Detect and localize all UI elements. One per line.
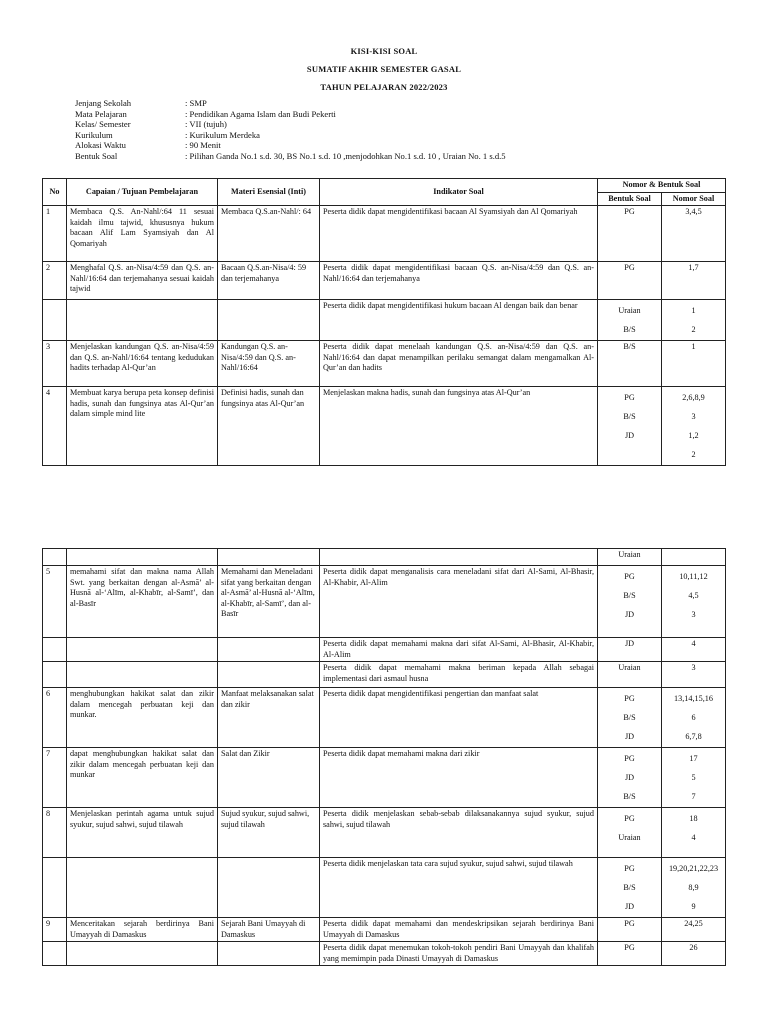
cell-nomor-line: 13,14,15,16 (674, 694, 713, 703)
cell-indikator (320, 300, 598, 341)
cell-materi-line: Membaca Q.S.an-Nahl/: 64 (221, 207, 312, 216)
cell-nomor-line: 2 (691, 450, 696, 459)
cell-no-line: 2 (46, 263, 51, 272)
cell-indikator-line: Peserta didik dapat memahami makna dari zikir (323, 749, 480, 758)
cell-materi (218, 858, 320, 918)
cell-indikator (320, 638, 598, 662)
cell-no-line: 6 (46, 689, 51, 698)
cell-capaian (67, 300, 218, 341)
cell-bentuk-line: PG (624, 207, 635, 216)
table-row (43, 387, 726, 466)
table-row (43, 262, 726, 300)
cell-indikator-line: Peserta didik menjelaskan tata cara sujud syukur, sujud sahwi, sujud tilawah (323, 859, 573, 868)
cell-nomor-line: 5 (691, 773, 696, 782)
cell-nomor (662, 341, 726, 387)
cell-materi-line: Sejarah Bani Umayyah di Damaskus (221, 919, 306, 939)
table-row (43, 748, 726, 808)
cell-indikator (320, 688, 598, 748)
cell-nomor-line: 26 (689, 943, 698, 952)
cell-materi (218, 918, 320, 942)
cell-capaian-line: Menjelaskan kandungan Q.S. an-Nisa/4:59 dan Q.S. an-Nahl/16:64 tentang kedudukan hadits terhadap Al-Qur’an (70, 342, 214, 372)
meta-value: : VII (tujuh) (185, 119, 227, 129)
cell-materi (218, 566, 320, 638)
cell-bentuk (598, 638, 662, 662)
kisi-table-page2 (42, 548, 726, 966)
cell-no (43, 549, 67, 566)
cell-indikator (320, 566, 598, 638)
cell-nomor (662, 262, 726, 300)
cell-indikator (320, 262, 598, 300)
cell-no-line: 3 (46, 342, 51, 351)
cell-capaian (67, 918, 218, 942)
cell-nomor (662, 918, 726, 942)
meta-label: Kelas/ Semester (75, 119, 131, 129)
meta-row (75, 119, 506, 130)
cell-materi (218, 638, 320, 662)
cell-no (43, 300, 67, 341)
cell-capaian (67, 808, 218, 858)
kisi-table-page1 (42, 178, 726, 466)
meta-value: : Pilihan Ganda No.1 s.d. 30, BS No.1 s.d. 10 ,menjodohkan No.1 s.d. 10 , Uraian No. 1 s.d.5 (185, 150, 506, 161)
cell-bentuk (598, 688, 662, 748)
cell-capaian (67, 387, 218, 466)
cell-bentuk-line: PG (624, 263, 635, 272)
cell-bentuk-line: B/S (623, 792, 636, 801)
cell-materi-line: Memahami dan Meneladani sifat yang berkaitan dengan al-Asmā’ al-Husnā al-‘Alīm, al-Khabīr, al-Samī’, dan al-Basīr (221, 567, 315, 618)
meta-value: : SMP (185, 98, 207, 108)
table1-body (43, 206, 726, 466)
cell-indikator (320, 387, 598, 466)
cell-materi-line: Kandungan Q.S. an-Nisa/4:59 dan Q.S. an-Nahl/16:64 (221, 342, 296, 372)
cell-nomor-line: 3,4,5 (685, 207, 702, 216)
cell-no (43, 387, 67, 466)
cell-bentuk (598, 942, 662, 966)
cell-indikator (320, 549, 598, 566)
cell-indikator (320, 748, 598, 808)
cell-indikator-line: Peserta didik dapat memahami dan mendeskripsikan sejarah berdirinya Bani Umayyah di Damaskus (323, 919, 594, 939)
cell-no (43, 206, 67, 262)
cell-no (43, 566, 67, 638)
cell-nomor-line: 1 (691, 342, 696, 351)
cell-nomor (662, 300, 726, 341)
cell-bentuk-line: JD (624, 610, 635, 619)
cell-materi (218, 300, 320, 341)
table2-body (43, 549, 726, 966)
cell-capaian (67, 341, 218, 387)
cell-capaian-line: Membaca Q.S. An-Nahl/:64 11 sesuai kaidah ilmu tajwid, khususnya hukum bacaan Alif Lam Syamsiyah dan Al Qomariyah (70, 207, 214, 248)
cell-no (43, 808, 67, 858)
cell-materi (218, 387, 320, 466)
cell-bentuk-line: PG (624, 919, 635, 928)
cell-indikator (320, 206, 598, 262)
cell-nomor-line: 4 (691, 833, 696, 842)
cell-nomor (662, 808, 726, 858)
cell-bentuk (598, 748, 662, 808)
cell-materi (218, 942, 320, 966)
cell-nomor-line: 8,9 (688, 883, 699, 892)
cell-bentuk (598, 387, 662, 466)
cell-no (43, 688, 67, 748)
meta-label: Jenjang Sekolah (75, 98, 132, 108)
cell-no (43, 341, 67, 387)
table-row (43, 688, 726, 748)
table-row (43, 300, 726, 341)
header-nomor: Nomor Soal (662, 192, 726, 206)
meta-label: Alokasi Waktu (75, 140, 126, 150)
header-materi: Materi Esensial (Inti) (218, 179, 320, 206)
table-row (43, 206, 726, 262)
cell-nomor-line: 3 (691, 412, 696, 421)
cell-no-line: 9 (46, 919, 51, 928)
cell-bentuk-line: JD (624, 639, 635, 648)
cell-nomor (662, 206, 726, 262)
cell-nomor-line: 6,7,8 (685, 732, 702, 741)
meta-value: : Pendidikan Agama Islam dan Budi Pekerti (185, 108, 336, 119)
cell-capaian (67, 662, 218, 688)
cell-bentuk (598, 549, 662, 566)
cell-capaian (67, 748, 218, 808)
cell-indikator (320, 858, 598, 918)
header-bentuk: Bentuk Soal (598, 192, 662, 206)
cell-capaian-line: dapat menghubungkan hakikat salat dan zikir dalam mencegah perbuatan keji dan munkar (70, 749, 214, 779)
cell-nomor-line: 1,2 (688, 431, 699, 440)
cell-indikator (320, 662, 598, 688)
cell-capaian-line: Menghafal Q.S. an-Nisa/4:59 dan Q.S. an-Nahl/16:64 dan terjemahanya sesuai kaidah tajwid (70, 263, 214, 293)
table-row (43, 918, 726, 942)
cell-bentuk (598, 300, 662, 341)
cell-materi (218, 688, 320, 748)
cell-nomor-line: 24,25 (684, 919, 703, 928)
cell-bentuk-line: B/S (623, 325, 636, 334)
cell-capaian-line: Membuat karya berupa peta konsep definisi hadis, sunah dan fungsinya atas Al-Qur’an dalam simple mind lite (70, 388, 214, 418)
cell-nomor-line: 1,7 (688, 263, 699, 272)
cell-bentuk-line: PG (624, 572, 635, 581)
cell-bentuk (598, 341, 662, 387)
cell-bentuk (598, 566, 662, 638)
cell-capaian (67, 858, 218, 918)
cell-indikator-line: Peserta didik dapat mengidentifikasi hukum bacaan Al dengan baik dan benar (323, 301, 578, 310)
cell-bentuk-line: PG (624, 943, 635, 952)
table-row (43, 808, 726, 858)
cell-nomor-line: 6 (691, 713, 696, 722)
cell-capaian (67, 206, 218, 262)
cell-nomor-line: 4,5 (688, 591, 699, 600)
cell-bentuk-line: JD (624, 431, 635, 440)
meta-row (75, 109, 506, 120)
cell-nomor (662, 662, 726, 688)
cell-materi-line: Definisi hadis, sunah dan fungsinya atas Al-Qur’an (221, 388, 305, 408)
cell-bentuk-line: Uraian (618, 663, 641, 672)
cell-bentuk (598, 858, 662, 918)
cell-capaian-line: menghubungkan hakikat salat dan zikir dalam mencegah perbuatan keji dan munkar. (70, 689, 214, 719)
cell-nomor-line: 19,20,21,22,23 (668, 864, 719, 873)
cell-bentuk (598, 662, 662, 688)
table-row (43, 942, 726, 966)
cell-bentuk-line: B/S (623, 713, 636, 722)
cell-materi-line: Bacaan Q.S.an-Nisa/4: 59 dan terjemahanya (221, 263, 307, 283)
cell-materi (218, 549, 320, 566)
cell-materi (218, 808, 320, 858)
cell-capaian (67, 638, 218, 662)
cell-nomor (662, 748, 726, 808)
cell-materi (218, 341, 320, 387)
meta-row (75, 130, 506, 141)
cell-nomor-line: 9 (691, 902, 696, 911)
meta-label: Mata Pelajaran (75, 108, 127, 119)
cell-nomor-line: 2 (691, 325, 696, 334)
cell-materi-line: Salat dan Zikir (221, 749, 270, 758)
cell-bentuk-line: JD (624, 732, 635, 741)
cell-nomor (662, 858, 726, 918)
meta-value: : Kurikulum Merdeka (185, 129, 260, 140)
cell-no (43, 918, 67, 942)
table-row (43, 638, 726, 662)
cell-indikator-line: Peserta didik dapat menganalisis cara meneladani sifat dari Al-Sami, Al-Bhasir, Al-Khabir, Al-Alim (323, 567, 594, 587)
cell-no (43, 942, 67, 966)
table-row (43, 858, 726, 918)
cell-no (43, 858, 67, 918)
cell-no-line: 8 (46, 809, 51, 818)
cell-nomor-line: 18 (689, 814, 698, 823)
cell-bentuk (598, 262, 662, 300)
cell-no (43, 748, 67, 808)
cell-capaian (67, 262, 218, 300)
table-row (43, 662, 726, 688)
cell-indikator (320, 942, 598, 966)
cell-no-line: 7 (46, 749, 51, 758)
cell-nomor-line: 3 (691, 610, 696, 619)
cell-nomor-line: 1 (691, 306, 696, 315)
cell-indikator-line: Peserta didik dapat menemukan tokoh-tokoh pendiri Bani Umayyah dan khalifah yang memimpin pada Dinasti Umayyah di Damaskus (323, 943, 594, 963)
cell-bentuk-line: JD (624, 773, 635, 782)
meta-label: Kurikulum (75, 129, 113, 140)
meta-row (75, 140, 506, 151)
cell-indikator-line: Peserta didik menjelaskan sebab-sebab dilaksanakannya sujud syukur, sujud sahwi, sujud tilawah (323, 809, 594, 829)
cell-bentuk-line: B/S (623, 342, 636, 351)
cell-capaian (67, 942, 218, 966)
cell-indikator (320, 918, 598, 942)
cell-nomor-line: 3 (691, 663, 696, 672)
cell-bentuk (598, 918, 662, 942)
cell-bentuk-line: PG (624, 754, 635, 763)
cell-nomor (662, 566, 726, 638)
cell-capaian (67, 566, 218, 638)
cell-no-line: 1 (46, 207, 51, 216)
cell-indikator-line: Menjelaskan makna hadis, sunah dan fungsinya atas Al-Qur’an (323, 388, 531, 397)
cell-indikator-line: Peserta didik dapat mengidentifikasi bacaan Al Syamsiyah dan Al Qomariyah (323, 207, 578, 216)
cell-bentuk-line: Uraian (618, 550, 641, 559)
cell-no (43, 262, 67, 300)
cell-nomor-line: 17 (689, 754, 698, 763)
table-row (43, 549, 726, 566)
cell-bentuk-line: PG (624, 864, 635, 873)
cell-indikator (320, 341, 598, 387)
cell-nomor (662, 387, 726, 466)
cell-nomor-line: 4 (691, 639, 696, 648)
cell-capaian (67, 549, 218, 566)
cell-no (43, 638, 67, 662)
cell-capaian-line: Menjelaskan perintah agama untuk sujud syukur, sujud sahwi, sujud tilawah (70, 809, 214, 829)
cell-bentuk-line: B/S (623, 883, 636, 892)
cell-bentuk-line: B/S (623, 591, 636, 600)
doc-meta (75, 98, 506, 161)
cell-nomor-line: 2,6,8,9 (682, 393, 705, 402)
cell-bentuk (598, 808, 662, 858)
cell-capaian-line: Menceritakan sejarah berdirinya Bani Umayyah di Damaskus (70, 919, 214, 939)
cell-capaian (67, 688, 218, 748)
cell-bentuk-line: PG (624, 393, 635, 402)
cell-indikator-line: Peserta didik dapat memahami makna dari sifat Al-Sami, Al-Bhasir, Al-Khabir, Al-Alim (323, 639, 594, 659)
meta-value: : 90 Menit (185, 140, 221, 150)
doc-title: KISI-KISI SOAL (350, 46, 418, 56)
cell-bentuk-line: Uraian (618, 306, 641, 315)
meta-label: Bentuk Soal (75, 150, 118, 161)
cell-bentuk-line: B/S (623, 412, 636, 421)
cell-indikator-line: Peserta didik dapat mengidentifikasi pengertian dan manfaat salat (323, 689, 539, 698)
cell-materi-line: Sujud syukur, sujud sahwi, sujud tilawah (221, 809, 310, 829)
header-nomor-bentuk: Nomor & Bentuk Soal (598, 179, 726, 193)
cell-materi (218, 662, 320, 688)
cell-bentuk (598, 206, 662, 262)
table-row (43, 341, 726, 387)
meta-row (75, 151, 506, 162)
header-no: No (43, 179, 67, 206)
doc-subtitle: SUMATIF AKHIR SEMESTER GASAL (306, 64, 462, 74)
header-indikator: Indikator Soal (320, 179, 598, 206)
cell-bentuk-line: PG (624, 814, 635, 823)
meta-row (75, 98, 506, 109)
cell-materi (218, 206, 320, 262)
cell-nomor-line: 10,11,12 (679, 572, 708, 581)
cell-bentuk-line: JD (624, 902, 635, 911)
cell-nomor (662, 549, 726, 566)
cell-no-line: 4 (46, 388, 51, 397)
cell-nomor (662, 638, 726, 662)
table-row (43, 566, 726, 638)
cell-materi (218, 748, 320, 808)
cell-bentuk-line: PG (624, 694, 635, 703)
cell-nomor (662, 688, 726, 748)
cell-indikator-line: Peserta didik dapat mengidentifikasi bacaan Q.S. an-Nisa/4:59 dan Q.S. an-Nahl/16:64 dan terjemahanya (323, 263, 594, 283)
cell-indikator-line: Peserta didik dapat memahami makna beriman kepada Allah sebagai implementasi dari asmaul husna (323, 663, 594, 683)
cell-indikator (320, 808, 598, 858)
cell-materi-line: Manfaat melaksanakan salat dan zikir (221, 689, 314, 709)
cell-no-line: 5 (46, 567, 51, 576)
cell-nomor (662, 942, 726, 966)
cell-no (43, 662, 67, 688)
doc-year: TAHUN PELAJARAN 2022/2023 (320, 82, 448, 92)
cell-bentuk-line: Uraian (618, 833, 641, 842)
cell-nomor-line: 7 (691, 792, 696, 801)
cell-materi (218, 262, 320, 300)
cell-capaian-line: memahami sifat dan makna nama Allah Swt. yang berkaitan dengan al-Asmā’ al-Husnā al-‘Alīm, al-Khabīr, al-Samī’, dan al-Basīr (70, 567, 214, 608)
header-capaian: Capaian / Tujuan Pembelajaran (67, 179, 218, 206)
cell-indikator-line: Peserta didik dapat menelaah kandungan Q.S. an-Nisa/4:59 dan Q.S. an-Nahl/16:64 dan dapat menampilkan perilaku semangat dalam mengamalkan Al-Qur’an dan hadits (323, 342, 594, 372)
